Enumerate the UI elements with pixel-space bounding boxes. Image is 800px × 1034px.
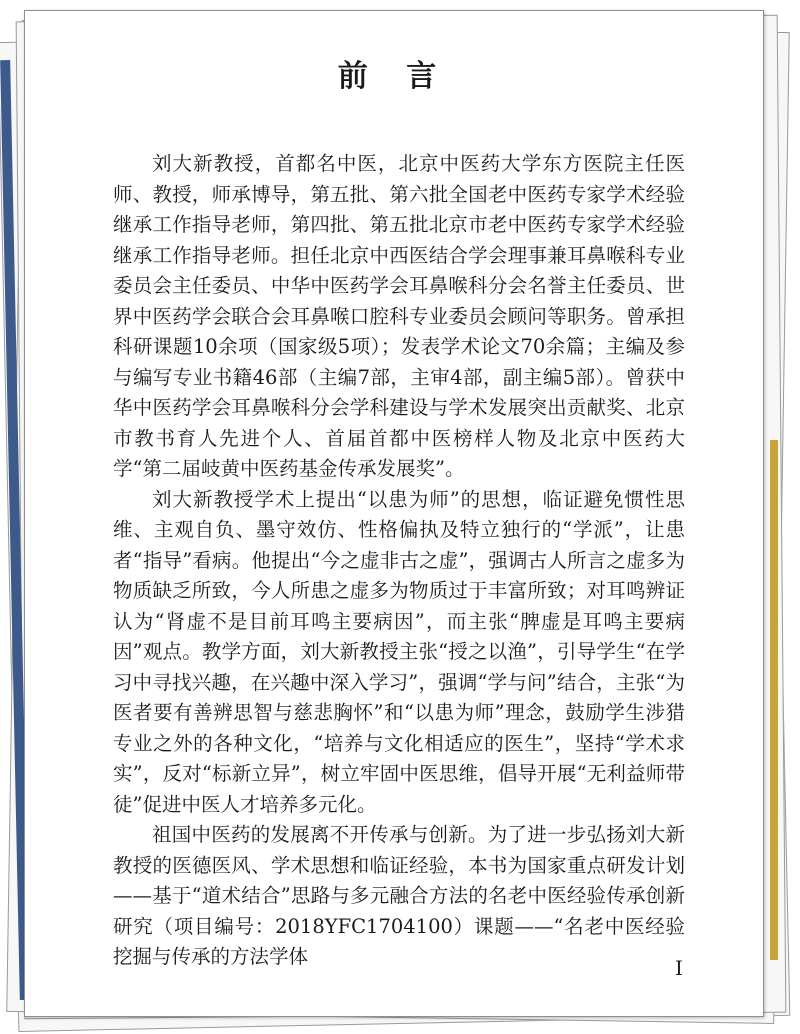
paragraph: 刘大新教授学术上提出“以患为师”的思想，临证避免惯性思维、主观自负、墨守效仿、性格偏执及特立独行的“学派”，让患者“指导”看病。他提出“今之虚非古之虚”，强调古人所言之虚多为物质缺乏所致，今人所患之虚多为物质过于丰富所致；对耳鸣辨证认为“肾虚不是目前耳鸣主要病因”，而主张“脾虚是耳鸣主要病因”观点。教学方面，刘大新教授主张“授之以渔”，引导学生“在学习中寻找兴趣，在兴趣中深入学习”，强调“学与问”结合，主张“为医者要有善辨思智与慈悲胸怀”和“以患为师”理念，鼓励学生涉猎专业之外的各种文化，“培养与文化相适应的医生”，坚持“学术求实”，反对“标新立异”，树立牢固中医思维，倡导开展“无利益师带徒”促进中医人才培养多元化。 bbox=[113, 487, 685, 816]
paragraph: 祖国中医药的发展离不开传承与创新。为了进一步弘扬刘大新教授的医德医风、学术思想和临证经验，本书为国家重点研发计划——基于“道术结合”思路与多元融合方法的名老中医经验传承创新研究（项目编号：2018YFC1704100）课题——“名老中医经验挖掘与传承的方法学体 bbox=[113, 823, 685, 968]
cover-edge-gold bbox=[770, 440, 778, 960]
page-number: I bbox=[675, 956, 683, 980]
document-page bbox=[24, 10, 764, 1017]
page-title: 前 言 bbox=[337, 59, 451, 94]
paragraph: 刘大新教授，首都名中医，北京中医药大学东方医院主任医师、教授，师承博导，第五批、第六批全国老中医药专家学术经验继承工作指导老师，第四批、第五批北京市老中医药专家学术经验继承工作指导老师。担任北京中西医结合学会理事兼耳鼻喉科专业委员会主任委员、中华中医药学会耳鼻喉科分会名誉主任委员、世界中医药学会联合会耳鼻喉口腔科专业委员会顾问等职务。曾承担科研课题10余项（国家级5项）；发表学术论文70余篇；主编及参与编写专业书籍46部（主编7部，主审4部，副主编5部）。曾获中华中医药学会耳鼻喉科分会学科建设与学术发展突出贡献奖、北京市教书育人先进个人、首届首都中医榜样人物及北京中医药大学“第二届岐黄中医药基金传承发展奖”。 bbox=[113, 152, 685, 480]
body-text bbox=[113, 149, 685, 973]
